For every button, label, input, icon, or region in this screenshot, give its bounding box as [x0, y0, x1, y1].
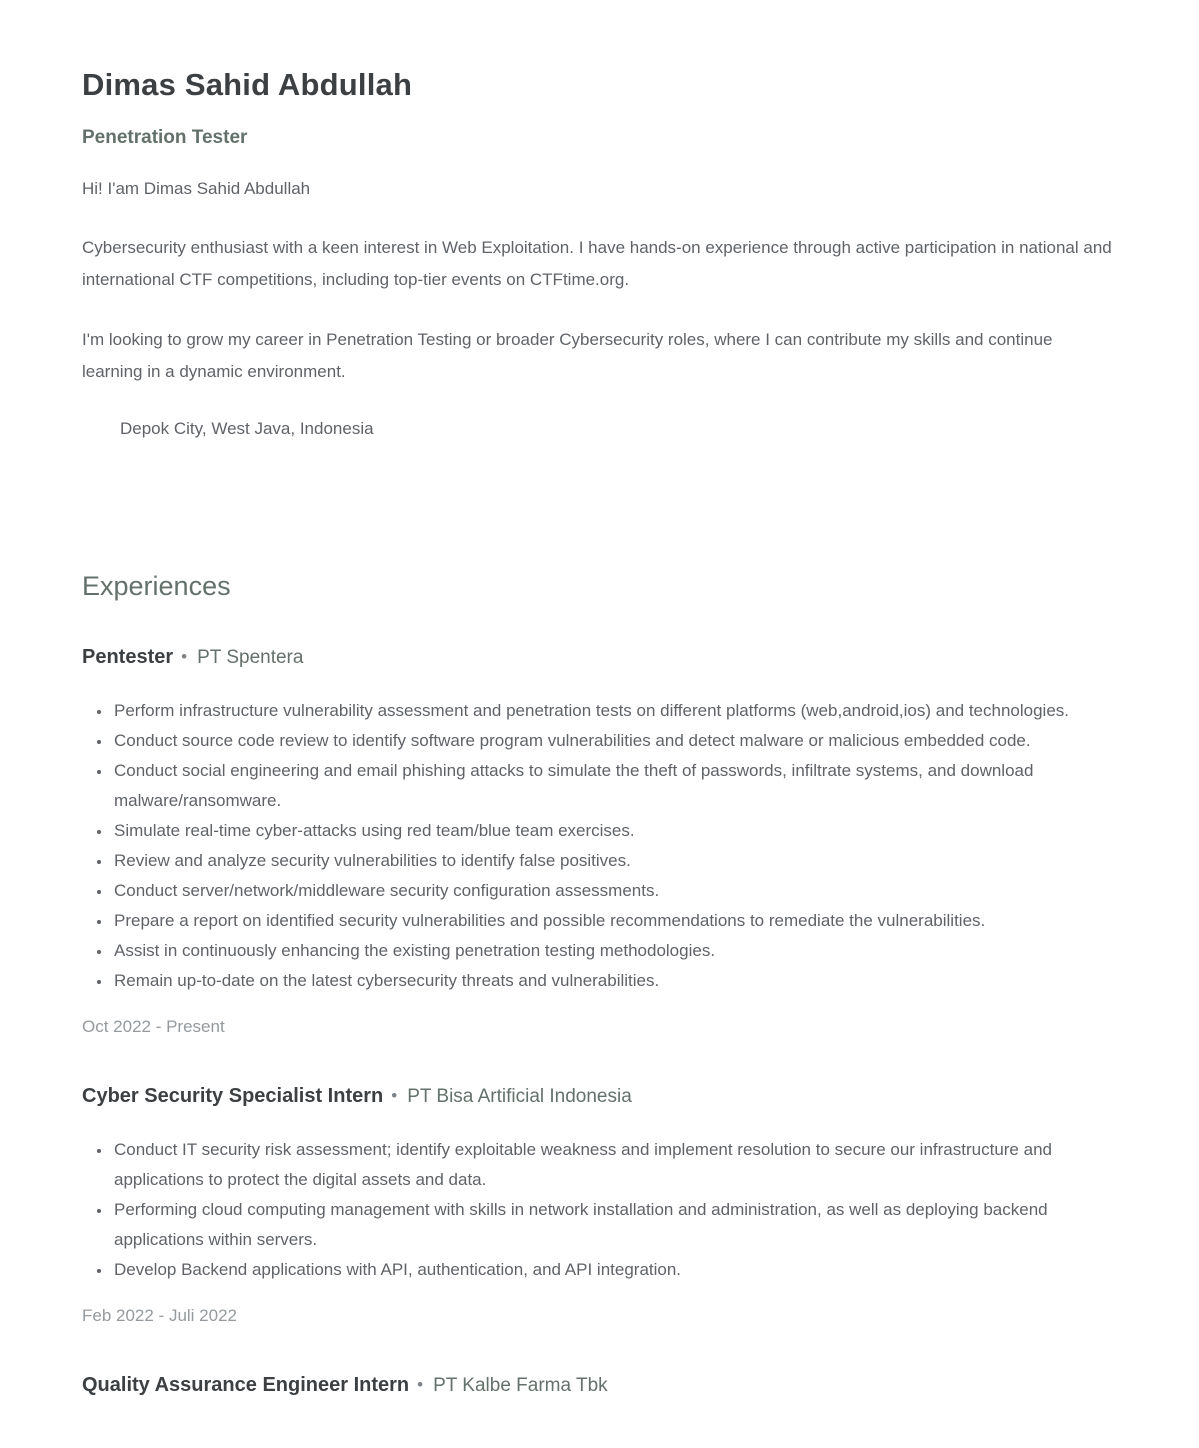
job-title: Pentester: [82, 646, 174, 668]
about-paragraph: Cybersecurity enthusiast with a keen interest in Web Exploitation. I have hands-on experience through active participation in national and international CTF competitions, including top-tier events on CTFtime.org.: [82, 238, 1112, 289]
bullet-item: • Perform infrastructure vulnerability assessment and penetration tests on different platforms (web,android,ios) and technologies.: [112, 696, 1117, 726]
bullet-item: • Assist in continuously enhancing the existing penetration testing methodologies.: [112, 936, 1117, 966]
greeting-text: Hi! I'am Dimas Sahid Abdullah: [82, 179, 311, 198]
job-period: Oct 2022 - Present: [82, 1017, 225, 1036]
bullet-item: • Review and analyze security vulnerabilities to identify false positives.: [112, 846, 1117, 876]
bullet-item: • Conduct IT security risk assessment; identify exploitable weakness and implement resolution to secure our infrastructure and applications to protect the digital assets and data.: [112, 1135, 1117, 1195]
job-header: [82, 1372, 1117, 1398]
dot-separator: •: [391, 1086, 398, 1105]
bullet-item: • Conduct server/network/middleware security configuration assessments.: [112, 876, 1117, 906]
location-text: Depok City, West Java, Indonesia: [120, 419, 374, 438]
job-company: PT Spentera: [197, 647, 304, 668]
bullet-item: • Simulate real-time cyber-attacks using red team/blue team exercises.: [112, 816, 1117, 846]
job-title: Cyber Security Specialist Intern: [82, 1085, 384, 1107]
dot-separator: •: [417, 1375, 424, 1394]
job-title: Quality Assurance Engineer Intern: [82, 1374, 410, 1396]
bullet-item: • Conduct social engineering and email phishing attacks to simulate the theft of passwords, infiltrate systems, and download malware/ransomware.: [112, 756, 1117, 816]
job-period: Feb 2022 - Juli 2022: [82, 1306, 237, 1325]
bullet-item: • Develop Backend applications with API, authentication, and API integration.: [112, 1255, 1117, 1285]
job-header: [82, 1083, 1117, 1109]
job-company: PT Kalbe Farma Tbk: [433, 1375, 608, 1396]
person-name: Dimas Sahid Abdullah: [82, 67, 413, 102]
bullet-item: • Prepare a report on identified security vulnerabilities and possible recommendations to remediate the vulnerabilities.: [112, 906, 1117, 936]
job-company: PT Bisa Artificial Indonesia: [407, 1086, 632, 1107]
resume-header: [82, 66, 1117, 442]
job-entry: [82, 1372, 1117, 1398]
job-bullet-list: [82, 696, 1117, 996]
person-role: Penetration Tester: [82, 127, 248, 148]
job-entry: [82, 644, 1117, 1038]
experiences-section: [82, 570, 1117, 1398]
job-bullet-list: [82, 1135, 1117, 1285]
job-header: [82, 644, 1117, 670]
job-entry: [82, 1083, 1117, 1327]
dot-separator: •: [181, 647, 188, 666]
bullet-item: • Performing cloud computing management with skills in network installation and administration, as well as deploying backend applications within servers.: [112, 1195, 1117, 1255]
about-paragraph: I'm looking to grow my career in Penetration Testing or broader Cybersecurity roles, where I can contribute my skills and continue learning in a dynamic environment.: [82, 330, 1053, 381]
section-heading-experiences: Experiences: [82, 571, 231, 601]
bullet-item: • Conduct source code review to identify software program vulnerabilities and detect malware or malicious embedded code.: [112, 726, 1117, 756]
bullet-item: • Remain up-to-date on the latest cybersecurity threats and vulnerabilities.: [112, 966, 1117, 996]
